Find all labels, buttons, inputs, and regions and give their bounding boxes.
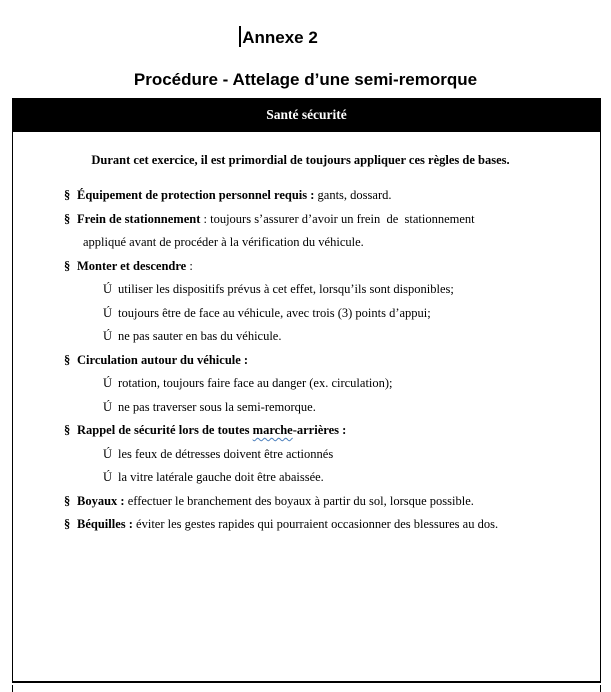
- intro-line: Durant cet exercice, il est primordial de toujours appliquer ces règles de bases.: [91, 153, 510, 167]
- section-marker: §: [64, 493, 71, 508]
- bullet-rest-text: effectuer le branchement des boyaux à partir du sol, lorsque possible.: [124, 493, 474, 508]
- bullet-bold-text: Frein de stationnement: [77, 211, 201, 226]
- annexe-title-text: Annexe 2: [242, 28, 318, 47]
- bullet-rest-text: gants, dossard.: [314, 188, 392, 202]
- bullet-item: [13, 491, 588, 511]
- section-marker: §: [64, 211, 71, 226]
- sub-bullet-text: ne pas sauter en bas du véhicule.: [118, 329, 282, 343]
- bullet-bold-text: Rappel de sécurité lors de toutes: [77, 423, 253, 437]
- sub-bullet-item: [13, 373, 588, 393]
- bullet-text: [77, 350, 248, 370]
- sub-bullet-marker: Ú: [103, 399, 113, 414]
- sub-bullet-item: [13, 279, 588, 299]
- section-marker: §: [64, 423, 71, 437]
- sub-bullet-marker: Ú: [103, 470, 113, 484]
- bullet-text: [77, 256, 193, 276]
- sub-bullet-marker: Ú: [103, 376, 113, 390]
- bullet-rest-text: éviter les gestes rapides qui pourraient occasionner des blessures au dos.: [132, 517, 499, 531]
- sub-bullet-text: ne pas traverser sous la semi-remorque.: [118, 399, 316, 414]
- title-annexe: [0, 26, 611, 50]
- content-box: [12, 132, 601, 683]
- bullet-rest-text: :: [186, 258, 193, 273]
- sub-bullet-item: [13, 467, 588, 487]
- sub-bullet-item: [13, 326, 588, 346]
- sub-bullet-text: la vitre latérale gauche doit être abaissée.: [118, 470, 324, 484]
- bullet-item: [13, 209, 588, 229]
- sub-bullet-marker: Ú: [103, 329, 113, 343]
- bullet-bold-text: Circulation autour du véhicule :: [77, 352, 249, 367]
- sub-bullet-marker: Ú: [103, 446, 113, 461]
- bullet-list: [13, 185, 588, 534]
- bullet-bold-text: Équipement de protection personnel requis :: [77, 188, 315, 202]
- bullet-bold-text: Monter et descendre: [77, 258, 187, 273]
- title-procedure: Procédure - Attelage d’une semi-remorque: [133, 70, 478, 89]
- sub-bullet-item: [13, 397, 588, 417]
- sub-bullet-marker: Ú: [103, 305, 113, 320]
- sub-bullet-text: les feux de détresses doivent être actionnés: [118, 446, 334, 461]
- section-marker: §: [64, 258, 71, 273]
- bullet-item: [13, 514, 588, 534]
- sub-bullet-text: toujours être de face au véhicule, avec trois (3) points d’appui;: [118, 305, 431, 320]
- bullet-text: [77, 185, 391, 205]
- bullet-rest-text: : toujours s’assurer d’avoir un frein de stationnement: [200, 211, 475, 226]
- bullet-text: [77, 420, 346, 440]
- sub-bullet-item: [13, 444, 588, 464]
- bullet-text: [77, 209, 475, 229]
- sub-bullet-text: utiliser les dispositifs prévus à cet effet, lorsqu’ils sont disponibles;: [118, 282, 454, 296]
- bullet-item: [13, 350, 588, 370]
- bullet-text: [77, 491, 474, 511]
- sub-bullet-item: [13, 303, 588, 323]
- bullet-bold-text: Béquilles :: [77, 517, 133, 531]
- next-section-box: [12, 685, 601, 692]
- bullet-continuation: appliqué avant de procéder à la vérification du véhicule.: [83, 235, 364, 249]
- sub-bullet-text: rotation, toujours faire face au danger (ex. circulation);: [118, 376, 393, 390]
- sante-securite-banner: Santé sécurité: [12, 98, 601, 132]
- spellcheck-flagged-word: marche: [252, 423, 293, 437]
- bullet-item: [13, 420, 588, 440]
- bullet-text: [77, 514, 498, 534]
- bullet-bold-text: -arrières :: [292, 423, 347, 437]
- section-marker: §: [64, 352, 71, 367]
- sub-bullet-marker: Ú: [103, 282, 113, 296]
- section-marker: §: [64, 517, 71, 531]
- section-marker: §: [64, 188, 71, 202]
- text-cursor: [239, 26, 241, 47]
- bullet-item: [13, 185, 588, 205]
- bullet-bold-text: Boyaux :: [77, 493, 125, 508]
- bullet-item: [13, 256, 588, 276]
